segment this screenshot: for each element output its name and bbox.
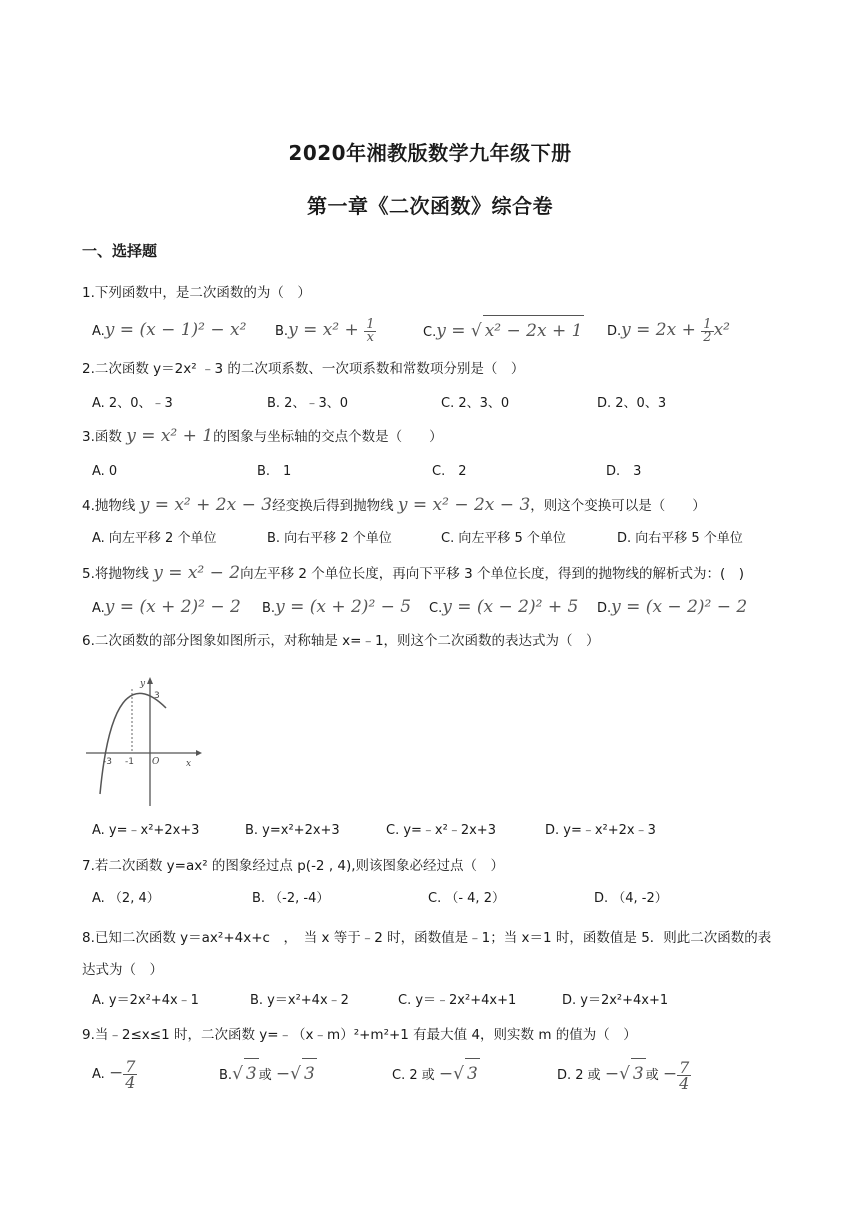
option-b: B. y=x²+2x+3 (245, 823, 340, 838)
label-origin: O (152, 757, 160, 767)
option-d: D. （4, -2） (594, 891, 668, 906)
y-axis-arrow (147, 677, 153, 684)
option-b: B. 2、﹣3、0 (267, 396, 348, 411)
x-axis-label: x (186, 759, 192, 769)
option-a: A. 向左平移 2 个单位 (92, 531, 217, 546)
option-d: D. 向右平移 5 个单位 (617, 531, 743, 546)
question-7-options (92, 884, 792, 914)
option-c: C. 2 (432, 464, 467, 479)
option-c: C. （- 4, 2） (428, 891, 505, 906)
question-2: 2.二次函数 y＝2x² ﹣3 的二次项系数、一次项系数和常数项分别是（ ） (82, 361, 525, 377)
option-a: A. − $\frac{7}{4}$ (92, 1057, 136, 1092)
y-axis-label: y (140, 679, 146, 689)
option-a: A. y＝2x²+4x﹣1 (92, 993, 199, 1008)
parabola-graph (82, 672, 212, 812)
question-2-options (92, 389, 792, 419)
option-d: D. 2、0、3 (597, 396, 667, 411)
option-d: D. 3 (606, 464, 642, 479)
option-d: D. y＝2x²+4x+1 (562, 993, 669, 1008)
option-d: D.y = (x − 2)² − 2 (597, 597, 748, 617)
option-b: B. 向右平移 2 个单位 (267, 531, 392, 546)
question-5-options (92, 592, 792, 622)
option-b: B. y＝x²+4x﹣2 (250, 993, 349, 1008)
option-b: B.y = (x + 2)² − 5 (262, 597, 412, 617)
question-6-options (92, 816, 792, 846)
question-4-options (92, 524, 792, 554)
parabola-curve (100, 693, 166, 794)
option-c: C. y＝﹣2x²+4x+1 (398, 993, 517, 1008)
option-d: D.y = 2x + $\frac{1}{2}$ x² (607, 317, 730, 345)
option-a: A.y = (x − 1)² − x² (92, 320, 247, 340)
label-3: 3 (154, 691, 160, 701)
option-b: B.y = x² + $\frac{1}{x}$ (275, 317, 375, 345)
option-c: C.y = (x − 2)² + 5 (429, 597, 579, 617)
document-subtitle: 第一章《二次函数》综合卷 (307, 194, 553, 218)
document-title: 2020年湘教版数学九年级下册 (288, 141, 572, 165)
question-7: 7.若二次函数 y=ax² 的图象经过点 p(-2 , 4),则该图象必经过点（ ） (82, 858, 505, 874)
section-heading: 一、选择题 (82, 242, 158, 260)
question-9-options (92, 1058, 792, 1098)
question-3-options (92, 457, 792, 487)
option-d: D. y=﹣x²+2x﹣3 (545, 823, 656, 838)
question-6: 6.二次函数的部分图象如图所示，对称轴是 x=﹣1，则这个二次函数的表达式为（ ） (82, 633, 600, 649)
x-axis-arrow (196, 750, 202, 756)
question-4: 4.抛物线 y = x² + 2x − 3经变换后得到抛物线 y = x² − 2x − 3，则这个变换可以是（ ） (82, 495, 706, 515)
option-b: B.√ 3 或 −√ 3 (219, 1058, 317, 1091)
option-a: A. 2、0、﹣3 (92, 396, 173, 411)
question-9: 9.当﹣2≤x≤1 时，二次函数 y=﹣（x﹣m）²+m²+1 有最大值 4，则实数 m 的值为（ ） (82, 1027, 637, 1043)
option-c: C. y=﹣x²﹣2x+3 (386, 823, 496, 838)
option-c: C. 2、3、0 (441, 396, 510, 411)
question-5: 5.将抛物线 y = x² − 2向左平移 2 个单位长度，再向下平移 3 个单位长度，得到的抛物线的解析式为：( ) (82, 563, 745, 583)
option-c: C.y = √ x² − 2x + 1 (423, 315, 584, 348)
option-a: A. （2, 4） (92, 891, 160, 906)
option-b: B. 1 (257, 464, 292, 479)
question-8: 8.已知二次函数 y＝ax²+4x+c ， 当 x 等于﹣2 时，函数值是﹣1；当 x＝1 时，函数值是 5．则此二次函数的表达式为（ ） (82, 930, 772, 978)
question-1-options (92, 315, 792, 345)
option-c: C. 向左平移 5 个单位 (441, 531, 566, 546)
option-a: A.y = (x + 2)² − 2 (92, 597, 241, 617)
option-c: C. 2 或 −√ 3 (392, 1058, 480, 1091)
label-neg1: -1 (125, 757, 134, 767)
option-a: A. 0 (92, 464, 118, 479)
option-b: B. （-2, -4） (252, 891, 330, 906)
question-3: 3.函数 y = x² + 1的图象与坐标轴的交点个数是（ ） (82, 426, 443, 446)
label-neg3: -3 (103, 757, 112, 767)
option-d: D. 2 或 −√ 3 或 − $\frac{7}{4}$ (557, 1058, 690, 1093)
question-1: 1.下列函数中，是二次函数的为（ ） (82, 285, 311, 301)
option-a: A. y=﹣x²+2x+3 (92, 823, 200, 838)
question-8-options (92, 986, 792, 1016)
